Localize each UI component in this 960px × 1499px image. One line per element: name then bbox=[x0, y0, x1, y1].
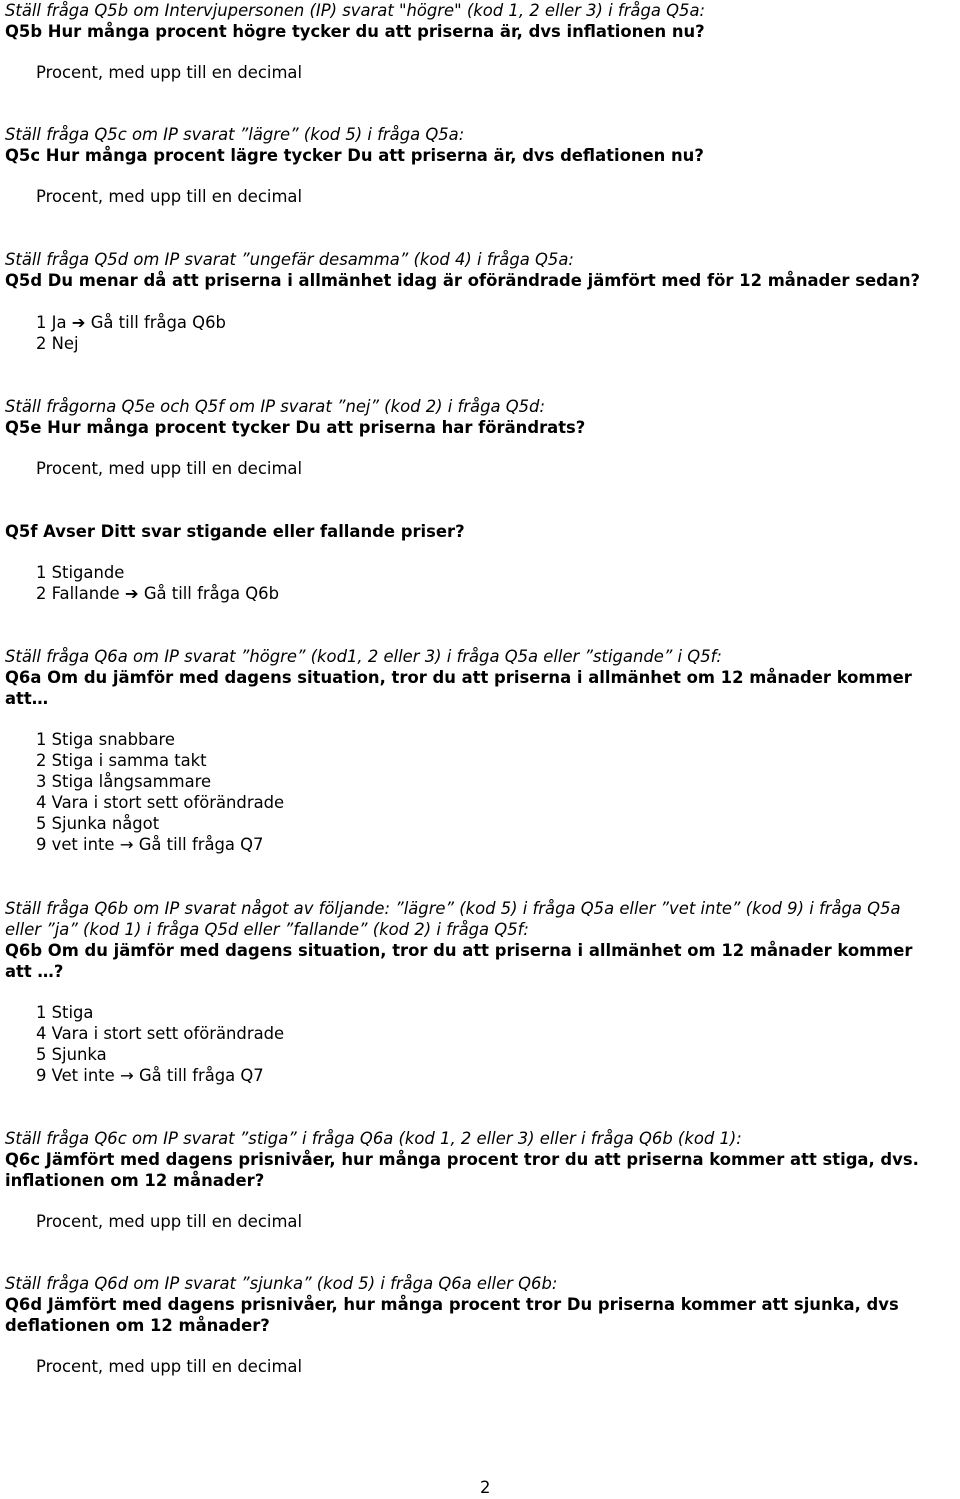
option-label: 1 Stiga bbox=[36, 1003, 94, 1022]
q6b-option-9 bbox=[36, 1066, 264, 1087]
q5d-option-2 bbox=[36, 334, 79, 355]
q5e-answer-format: Procent, med upp till en decimal bbox=[36, 459, 303, 478]
option-label: 1 Ja bbox=[36, 313, 67, 332]
option-goto: Gå till fråga Q6b bbox=[90, 313, 226, 332]
arrow-right-icon: ➔ bbox=[124, 584, 139, 603]
q6d-answer-format: Procent, med upp till en decimal bbox=[36, 1357, 303, 1376]
q6d-question-line1: Q6d Jämfört med dagens prisnivåer, hur många procent tror Du priserna kommer att sjunka, dvs bbox=[5, 1295, 899, 1314]
q6a-option-2 bbox=[36, 751, 207, 772]
q6d-instruction: Ställ fråga Q6d om IP svarat ”sjunka” (kod 5) i fråga Q6a eller Q6b: bbox=[5, 1274, 558, 1293]
q6a-option-1 bbox=[36, 730, 175, 751]
option-label: 4 Vara i stort sett oförändrade bbox=[36, 793, 285, 812]
q5b-instruction: Ställ fråga Q5b om Intervjupersonen (IP) svarat "högre" (kod 1, 2 eller 3) i fråga Q5a: bbox=[5, 1, 706, 20]
q6c-question-line1: Q6c Jämfört med dagens prisnivåer, hur många procent tror du att priserna kommer att stiga, dvs. bbox=[5, 1150, 919, 1169]
arrow-right-icon: → bbox=[119, 835, 134, 854]
option-goto: Gå till fråga Q6b bbox=[143, 584, 280, 603]
arrow-right-icon: → bbox=[119, 1066, 134, 1085]
option-label: 3 Stiga långsammare bbox=[36, 772, 212, 791]
option-label: 5 Sjunka något bbox=[36, 814, 160, 833]
q6d-question-line2: deflationen om 12 månader? bbox=[5, 1316, 270, 1335]
q6a-option-3 bbox=[36, 772, 211, 793]
q5c-instruction: Ställ fråga Q5c om IP svarat ”lägre” (kod 5) i fråga Q5a: bbox=[5, 125, 465, 144]
q6b-option-4 bbox=[36, 1024, 284, 1045]
q5c-question: Q5c Hur många procent lägre tycker Du att priserna är, dvs deflationen nu? bbox=[5, 146, 704, 165]
q6b-option-1 bbox=[36, 1003, 93, 1024]
option-label: 5 Sjunka bbox=[36, 1045, 107, 1064]
q6a-option-5 bbox=[36, 814, 159, 835]
page-number: 2 bbox=[480, 1478, 491, 1497]
q6c-question-line2: inflationen om 12 månader? bbox=[5, 1171, 265, 1190]
q6a-instruction: Ställ fråga Q6a om IP svarat ”högre” (kod1, 2 eller 3) i fråga Q5a eller ”stigande” i Q5f: bbox=[5, 647, 722, 666]
q6c-instruction: Ställ fråga Q6c om IP svarat ”stiga” i fråga Q6a (kod 1, 2 eller 3) eller i fråga Q6b (kod 1): bbox=[5, 1129, 742, 1148]
option-label: 9 vet inte bbox=[36, 835, 115, 854]
q6b-option-5 bbox=[36, 1045, 107, 1066]
option-label: 2 Nej bbox=[36, 334, 79, 353]
option-label: 2 Fallande bbox=[36, 584, 120, 603]
q5b-question: Q5b Hur många procent högre tycker du att priserna är, dvs inflationen nu? bbox=[5, 22, 705, 41]
q5f-option-1 bbox=[36, 563, 124, 584]
q6b-question-line1: Q6b Om du jämför med dagens situation, tror du att priserna i allmänhet om 12 månader kommer bbox=[5, 941, 913, 960]
q6c-answer-format: Procent, med upp till en decimal bbox=[36, 1212, 303, 1231]
option-label: 1 Stiga snabbare bbox=[36, 730, 175, 749]
q5b-answer-format: Procent, med upp till en decimal bbox=[36, 63, 303, 82]
q6a-question-line1: Q6a Om du jämför med dagens situation, tror du att priserna i allmänhet om 12 månader kommer bbox=[5, 668, 912, 687]
option-label: 9 Vet inte bbox=[36, 1066, 115, 1085]
q6a-option-9 bbox=[36, 835, 263, 856]
option-label: 4 Vara i stort sett oförändrade bbox=[36, 1024, 285, 1043]
option-label: 2 Stiga i samma takt bbox=[36, 751, 207, 770]
q5d-question: Q5d Du menar då att priserna i allmänhet idag är oförändrade jämfört med för 12 månader sedan? bbox=[5, 271, 921, 290]
q5f-question: Q5f Avser Ditt svar stigande eller fallande priser? bbox=[5, 522, 465, 541]
q6b-instruction-line1: Ställ fråga Q6b om IP svarat något av följande: ”lägre” (kod 5) i fråga Q5a eller ”vet inte” (kod 9) i fråga Q5a bbox=[5, 899, 901, 918]
q5e-instruction: Ställ frågorna Q5e och Q5f om IP svarat ”nej” (kod 2) i fråga Q5d: bbox=[5, 397, 545, 416]
q5f-option-2 bbox=[36, 584, 279, 605]
q6b-question-line2: att …? bbox=[5, 962, 64, 981]
arrow-right-icon: ➔ bbox=[71, 313, 86, 332]
q6a-option-4 bbox=[36, 793, 284, 814]
option-goto: Gå till fråga Q7 bbox=[138, 835, 264, 854]
q6a-question-line2: att… bbox=[5, 689, 49, 708]
q5e-question: Q5e Hur många procent tycker Du att priserna har förändrats? bbox=[5, 418, 586, 437]
option-goto: Gå till fråga Q7 bbox=[138, 1066, 264, 1085]
q5d-instruction: Ställ fråga Q5d om IP svarat ”ungefär desamma” (kod 4) i fråga Q5a: bbox=[5, 250, 574, 269]
q6b-instruction-line2: eller ”ja” (kod 1) i fråga Q5d eller ”fallande” (kod 2) i fråga Q5f: bbox=[5, 920, 529, 939]
q5d-option-1 bbox=[36, 313, 226, 334]
option-label: 1 Stigande bbox=[36, 563, 125, 582]
q5c-answer-format: Procent, med upp till en decimal bbox=[36, 187, 303, 206]
